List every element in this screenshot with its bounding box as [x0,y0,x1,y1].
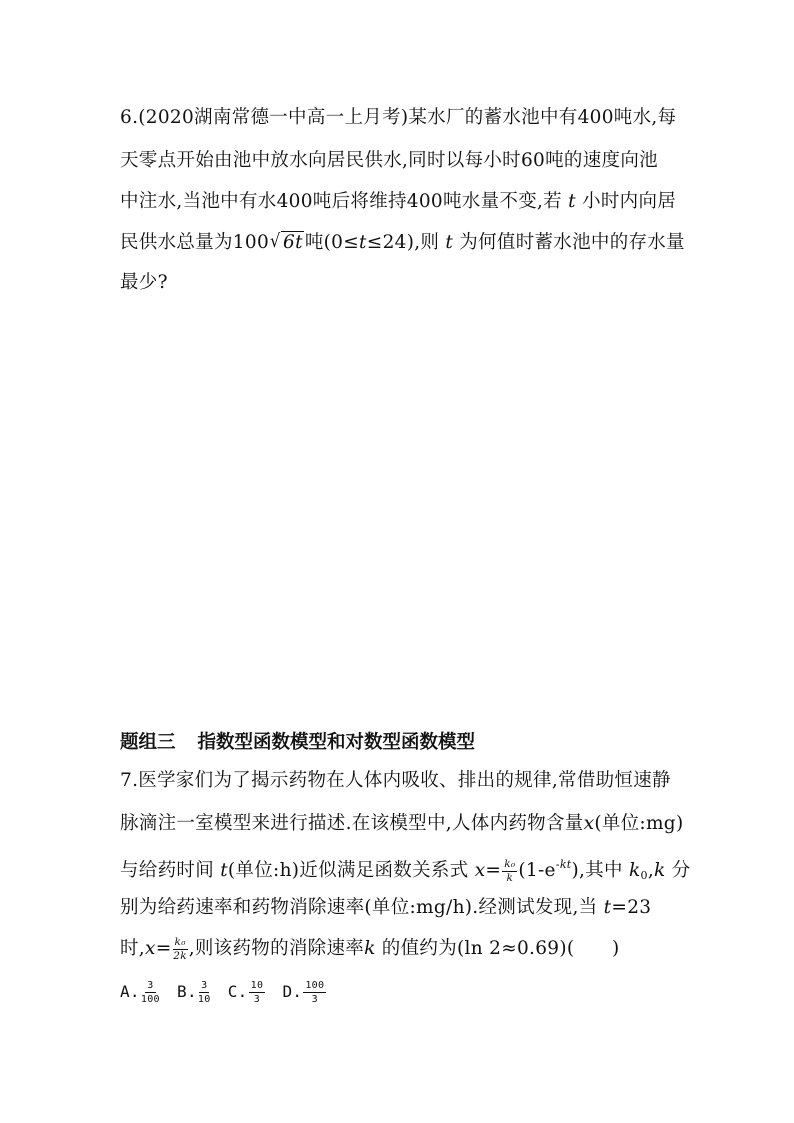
fraction-denominator: 100 [140,993,160,1005]
q7-line-5 [120,934,620,964]
square-root [270,228,304,258]
variable-t: t [603,897,612,918]
fraction-numerator: 100 [305,979,325,991]
variable-k: k [364,938,376,959]
q6-line-5 [120,268,168,298]
option-label: B. [177,982,197,1001]
q6-text: 为何值时蓄水池中的存水量 [453,232,685,253]
q7-line-4 [120,893,651,923]
q7-text: 脉滴注一室模型来进行描述.在该模型中,人体内药物含量 [120,813,584,834]
option-label: C. [227,982,248,1001]
variable-t: t [359,232,367,253]
fraction-numerator: 10 [250,979,264,991]
q7-text: 7.医学家们为了揭示药物在人体内吸收、排出的规律,常借助恒速静 [120,770,671,791]
fraction-k0-over-2k [173,937,188,962]
fraction-denominator: 2k [173,949,187,962]
q7-text: ),其中 [571,860,629,881]
q7-text: , [647,860,654,881]
radicand: 6t [283,232,303,253]
section-label: 题组三 [120,732,176,753]
option-label: A. [120,982,140,1001]
fraction-numerator: 3 [147,979,154,991]
radical-sign-icon: √ [270,229,281,252]
q6-line-4 [120,228,685,258]
option-fraction [141,980,160,1005]
option-a[interactable] [120,979,161,1005]
option-fraction [198,980,211,1005]
q7-text: 别为给药速率和药物消除速率(单位:mg/h).经测试发现,当 [120,897,604,918]
option-b[interactable] [177,979,212,1005]
variable-t: t [445,232,454,253]
section-title: 指数型函数模型和对数型函数模型 [197,732,476,753]
q7-text: 与给药时间 [120,860,221,881]
variable-x: x [144,938,156,959]
q7-text: 时, [120,938,145,959]
fraction-denominator: 3 [311,993,318,1005]
q6-text: 天零点开始由池中放水向居民供水,同时以每小时60吨的速度向池 [120,150,658,171]
q7-line-1 [120,766,671,796]
variable-k0: k [628,860,641,881]
q6-text: 中注水,当池中有水400吨后将维持400吨水量不变,若 [120,191,569,212]
q6-text: 小时内向居 [575,191,677,212]
q6-text: 最少? [120,272,168,293]
q6-text: ≤24),则 [366,232,446,253]
q7-line-3 [120,850,691,891]
q6-text: 6.(2020湖南常德一中高一上月考)某水厂的蓄水池中有400吨水,每 [120,107,677,128]
q7-text: 的值约为(ln 2≈0.69)( ) [375,938,620,959]
option-fraction [249,980,266,1005]
q7-text: (1-e [518,860,556,881]
variable-x: x [583,813,595,834]
fraction-denominator: 10 [197,993,211,1005]
q7-line-2 [120,809,683,839]
exponent: -kt [555,858,572,871]
q6-line-3 [120,187,676,217]
equals-sign: = [485,860,502,881]
q6-text: 民供水总量为100 [120,232,270,253]
variable-k: k [654,860,666,881]
q7-text: (单位:mg) [594,813,684,834]
option-fraction [303,980,326,1005]
fraction-numerator: k₀ [174,935,186,948]
fraction-numerator: k₀ [504,857,516,870]
variable-t: t [568,191,576,212]
fraction-k0-over-k [502,859,517,884]
fraction-denominator: 3 [253,993,261,1005]
option-d[interactable] [282,979,327,1005]
option-c[interactable] [227,979,267,1005]
q6-line-2 [120,146,658,176]
section-heading [120,730,475,756]
option-label: D. [282,982,303,1001]
q6-text: 吨(0≤ [304,232,360,253]
q7-text: =23 [611,897,652,918]
equals-sign: = [155,938,172,959]
fraction-numerator: 3 [201,979,208,991]
subscript: 0 [640,869,648,882]
q7-text: ,则该药物的消除速率 [188,938,365,959]
q7-options [120,977,337,1007]
q6-line-1 [120,103,676,133]
variable-t: t [220,860,228,881]
q7-text: 分 [665,860,691,881]
fraction-denominator: k [506,871,514,884]
variable-x: x [474,860,486,881]
q7-text: (单位:h)近似满足函数关系式 [227,860,475,881]
